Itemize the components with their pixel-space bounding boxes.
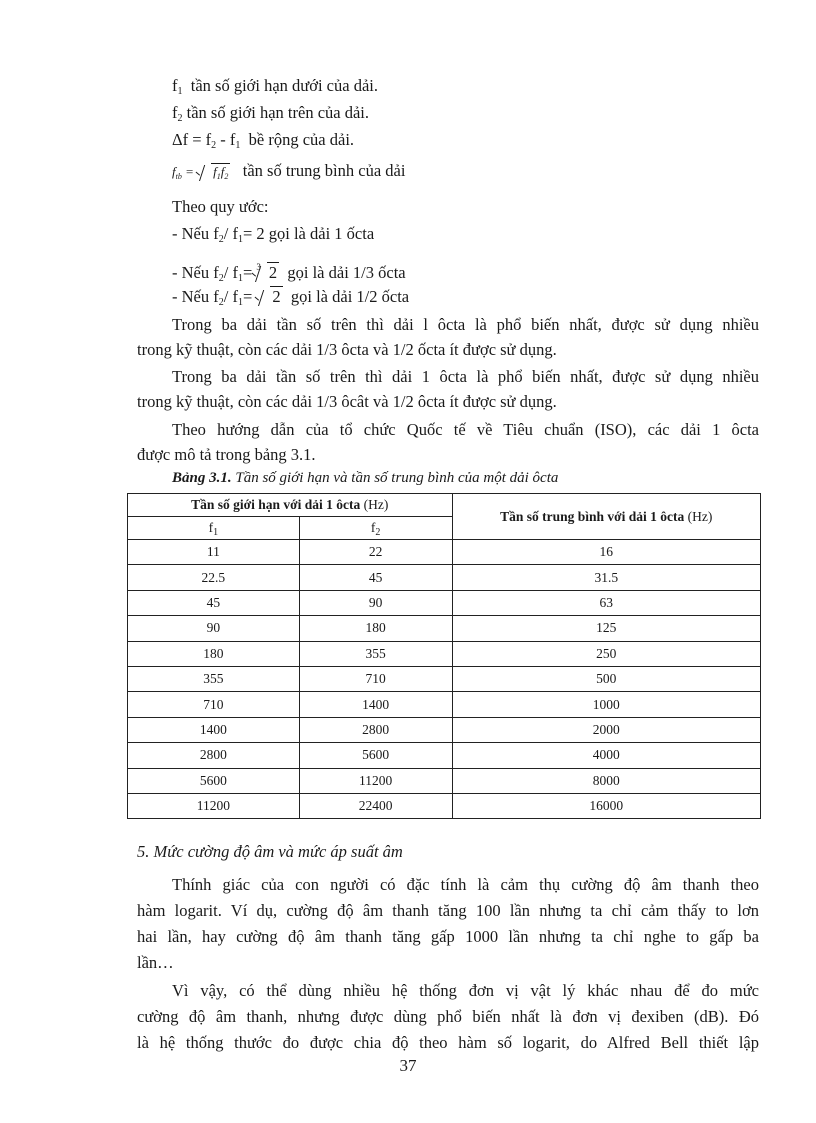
table-caption: Bảng 3.1. Tần số giới hạn và tần số trung bình của một dải ôcta — [172, 470, 559, 486]
square-root-symbol: $f_1f_2$ — [199, 161, 230, 183]
paragraph-1-line-1: Trong ba dải tần số trên thì dải l ôcta là phổ biến nhất, được sử dụng nhiều — [172, 315, 759, 334]
center-frequency-formula: $f_{tb} = f_1f_2$ — [172, 164, 230, 179]
square-root-symbol: 2 — [258, 286, 282, 308]
table-row: 2800 5600 4000 — [128, 743, 761, 768]
table-row: 5600 11200 8000 — [128, 768, 761, 793]
table-row: 11 22 16 — [128, 540, 761, 565]
paragraph-2-line-1: Trong ba dải tần số trên thì dải 1 ôcta là phổ biến nhất, được sử dụng nhiều — [172, 367, 759, 386]
octave-band-table — [127, 493, 761, 819]
rule-third-octave: - Nếu $f_2/$ $f_1= ^3$ 2 gọi là dải 1/3 ốcta — [172, 262, 406, 284]
def-bandwidth: $\Delta f = f_2 - f_1$ bề rộng của dải. — [172, 130, 355, 151]
table-row: 22.5 45 31.5 — [128, 565, 761, 590]
table-row: 1400 2800 2000 — [128, 717, 761, 742]
table-row: 11200 22400 16000 — [128, 793, 761, 818]
section5-p1-line-3: hai lần, hay cường độ âm thanh tăng gấp 1000 lần nhưng ta chỉ nghe to gấp ba — [137, 927, 759, 946]
header-f2: $f_2$ — [299, 517, 452, 540]
table-row: 90 180 125 — [128, 616, 761, 641]
page-number: 37 — [399, 1056, 417, 1075]
table-row: 180 355 250 — [128, 641, 761, 666]
section5-p2-line-3: là hệ thống thước đo được chia độ theo hàm số logarit, do Alfred Bell thiết lập — [137, 1033, 759, 1052]
def-center-frequency: $f_{tb} = f_1f_2$ tần số trung bình của dải — [172, 161, 406, 181]
def-f1: $f_1$ tần số giới hạn dưới của dải. — [172, 76, 378, 97]
section5-p2-line-1: Vì vậy, có thể dùng nhiều hệ thống đơn vị vật lý khác nhau để đo mức — [172, 981, 759, 1000]
table-row: 710 1400 1000 — [128, 692, 761, 717]
rule-one-octave: - Nếu $f_2/$ $f_1= 2$ gọi là dải 1 ốcta — [172, 224, 375, 245]
section5-p1-line-1: Thính giác của con người có đặc tính là cảm thụ cường độ âm thanh theo — [172, 875, 759, 894]
cube-root-symbol: 2 — [255, 262, 279, 284]
section5-p1-line-4: lần… — [137, 953, 174, 972]
paragraph-3-line-2: được mô tả trong bảng 3.1. — [137, 445, 316, 464]
section5-p1-line-2: hàm logarit. Ví dụ, cường độ âm thanh tăng 100 lần nhưng ta chỉ cảm thấy to lơn — [137, 901, 759, 920]
header-center-frequency: Tần số trung bình với dải 1 ôcta (Hz) — [452, 494, 761, 540]
rule-half-octave: - Nếu $f_2/$ $f_1= 2$ gọi là dải 1/2 ốcta — [172, 287, 410, 308]
section-heading: 5. Mức cường độ âm và mức áp suất âm — [137, 842, 403, 861]
table-row: 355 710 500 — [128, 666, 761, 691]
convention-intro: Theo quy ước: — [172, 197, 269, 216]
table-row: 45 90 63 — [128, 590, 761, 615]
def-f2: $f_2$ tần số giới hạn trên của dải. — [172, 103, 370, 124]
header-limit-frequencies: Tần số giới hạn với dải 1 ôcta (Hz) — [128, 494, 453, 517]
paragraph-1-line-2: trong kỹ thuật, còn các dải 1/3 ôcta và 1/2 ốcta ít được sử dụng. — [137, 340, 557, 359]
paragraph-2-line-2: trong kỹ thuật, còn các dải 1/3 ôcât và 1/2 ôcta ít được sử dụng. — [137, 392, 557, 411]
header-f1: $f_1$ — [128, 517, 300, 540]
section5-p2-line-2: cường độ âm thanh, nhưng được dùng phổ biến nhất là đơn vị đexiben (dB). Đó — [137, 1007, 759, 1026]
paragraph-3-line-1: Theo hướng dẫn của tổ chức Quốc tế về Tiêu chuẩn (ISO), các dải 1 ôcta — [172, 420, 759, 439]
